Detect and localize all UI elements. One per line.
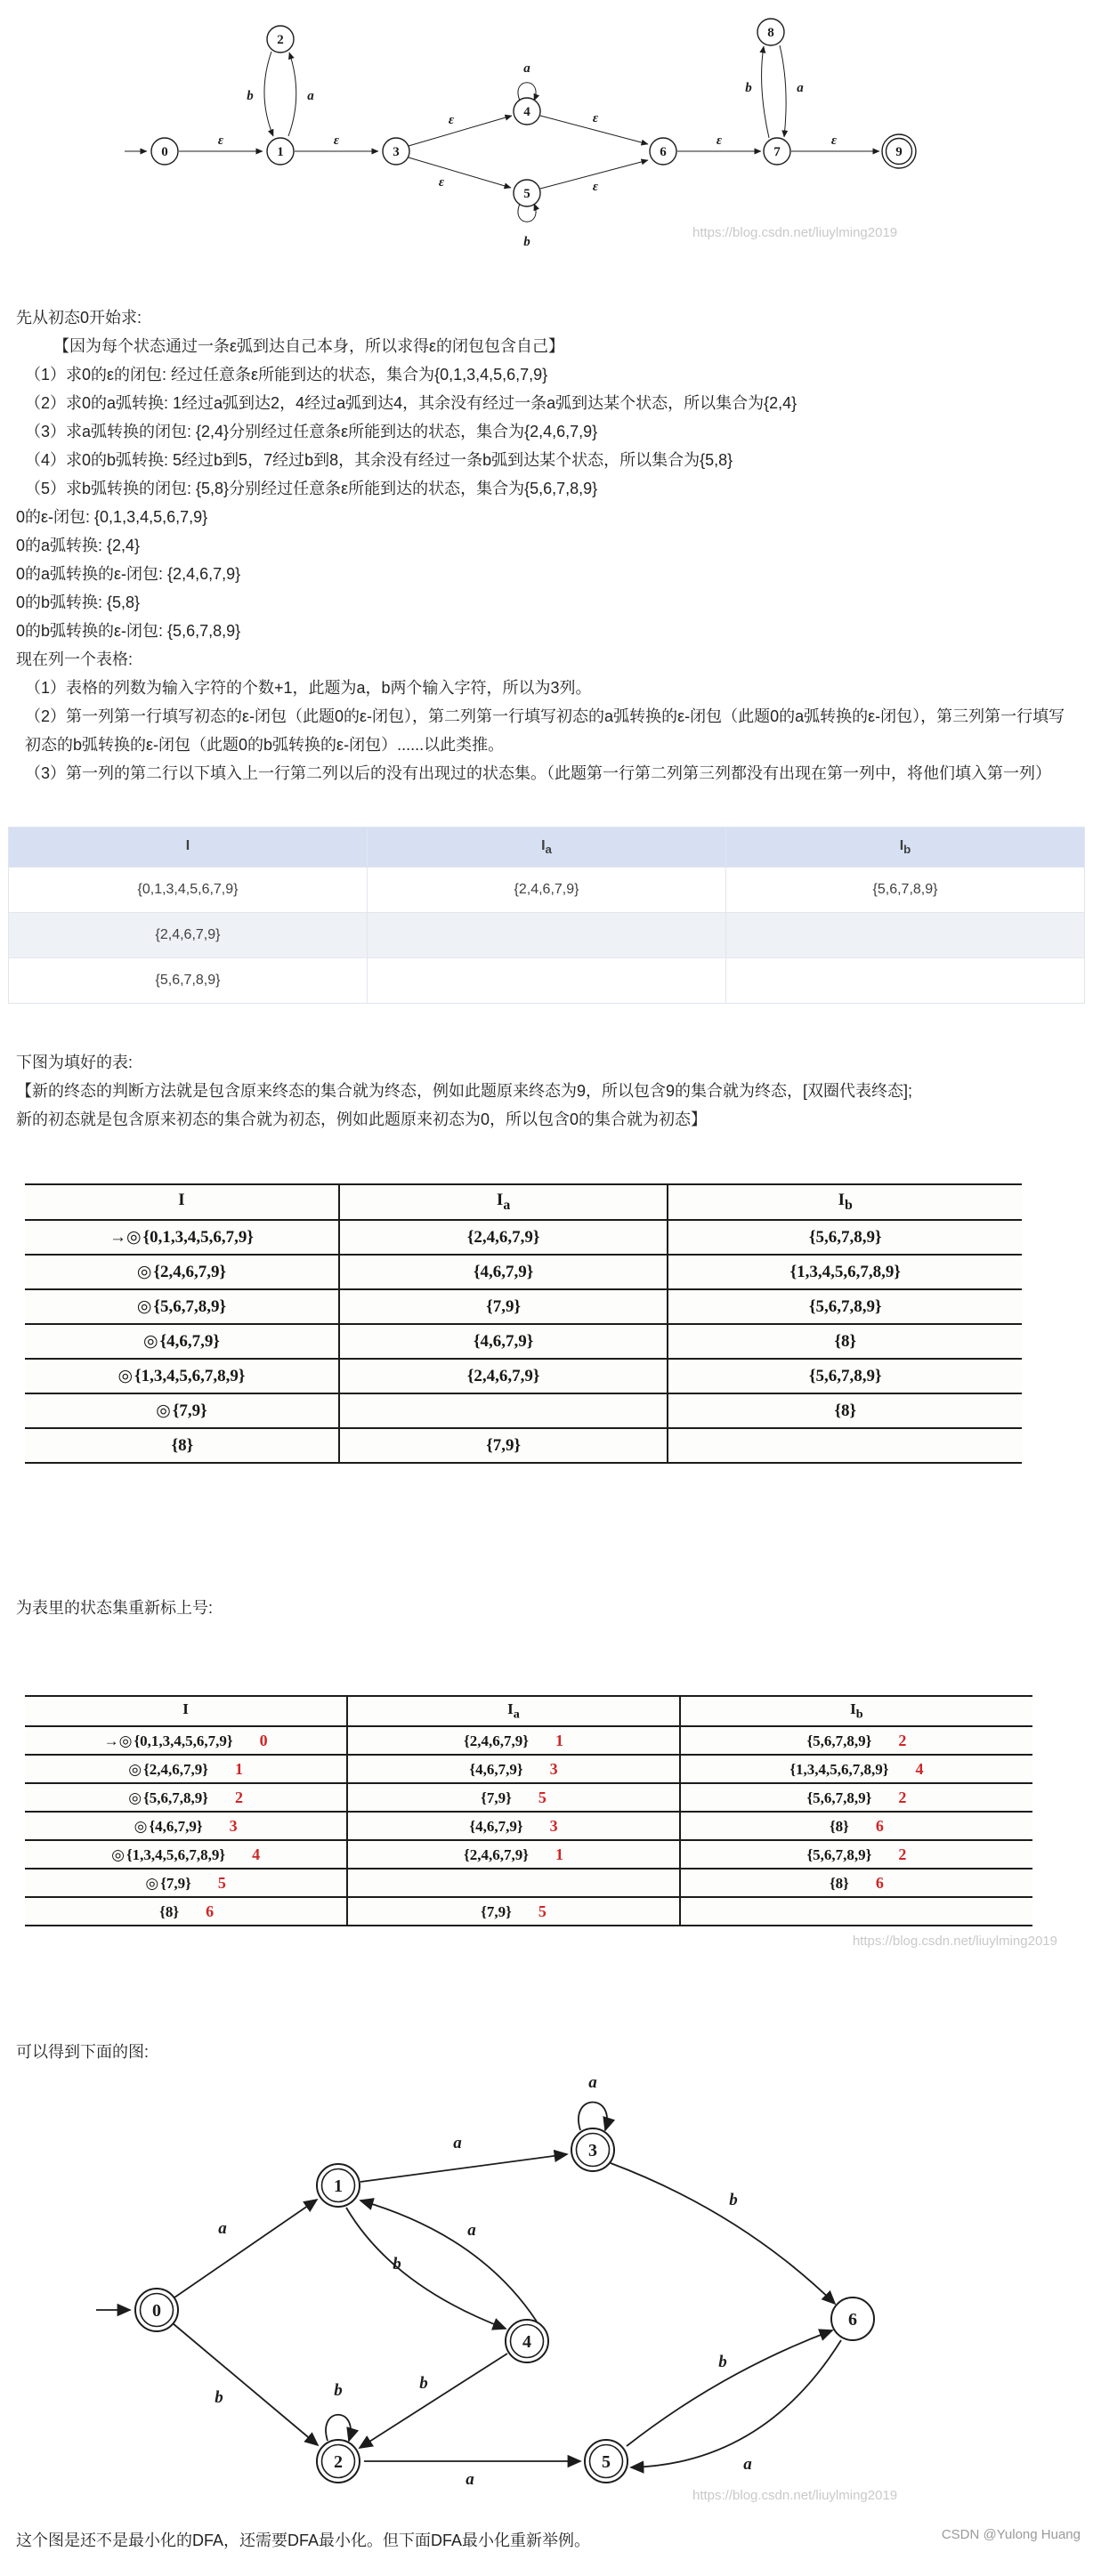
table-row [25,1289,1022,1324]
step-2: （2）求0的a弧转换: 1经过a弧到达2，4经过a弧到达4，其余没有经过一条a弧到达某个状态，所以集合为{2,4} [25,394,797,412]
table-row [25,1428,1022,1463]
dfa-label-5-6: b [718,2353,727,2371]
state-set: {8} [829,1817,849,1835]
table-row [9,913,1085,958]
start-accept-marker: →◎ [103,1732,133,1749]
nfa-label-1-3: ε [333,133,340,148]
state-set: {7,9} [481,1789,512,1806]
nfa-label-8-7: a [797,81,804,95]
caption: 为表里的状态集重新标上号: [16,1599,213,1617]
state-set: {4,6,7,9} [159,1332,220,1351]
cell: {5,6,7,8,9} [668,1359,1022,1393]
svg-text:2: 2 [277,33,284,47]
new-state-number: 3 [549,1759,558,1778]
state-set: {5,6,7,8,9} [806,1845,872,1863]
col-header-Ia: $I_a$ [347,1696,680,1726]
closure-explanation [0,303,1093,787]
watermark-url: https://blog.csdn.net/liuylming2019 [692,2488,898,2503]
new-state-number: 6 [875,1873,884,1892]
cell: {0,1,3,4,5,6,7,9} [9,868,368,913]
dfa-label-2-5: a [466,2470,474,2489]
new-state-number: 4 [252,1845,261,1863]
svg-text:7: 7 [773,145,781,159]
cell-state-set [25,1255,339,1289]
cell: {7,9} [339,1289,668,1324]
dfa-diagram [0,2071,1093,2521]
cell-state-set [25,1783,347,1812]
nfa-edge-2-1 [264,52,273,136]
paragraph: 现在列一个表格: [16,650,134,668]
new-state-number: 1 [555,1731,563,1749]
paragraph-note: 【因为每个状态通过一条ε弧到达自己本身，所以求得ε的闭包包含自己】 [53,337,565,355]
state-set: {1,3,4,5,6,7,8,9} [125,1845,226,1863]
watermark-url: https://blog.csdn.net/liuylming2019 [852,1934,1057,1949]
dfa-edge-0-1 [174,2200,317,2297]
cell [680,1755,1032,1783]
svg-text:1: 1 [334,2176,343,2196]
state-set: {8} [829,1874,849,1892]
renumber-caption-block [0,1594,1093,1622]
cell: {2,4,6,7,9} [9,913,368,958]
dfa-label-1-4: b [393,2255,401,2273]
nfa-state-4 [514,98,540,125]
cell: {4,6,7,9} [339,1324,668,1359]
dfa-label-6-5: a [743,2455,752,2474]
new-state-number: 2 [898,1788,907,1806]
table-row [9,958,1085,1004]
state-set: {7,9} [160,1874,191,1892]
dfa-edge-4-2 [360,2354,507,2448]
new-state-number: 2 [898,1845,907,1863]
new-state-number: 4 [915,1759,924,1778]
cell: {8} [668,1324,1022,1359]
cell-state-set [25,1755,347,1783]
new-state-number: 1 [234,1759,243,1778]
nfa-state-0 [151,138,178,165]
dfa-state-6 [831,2297,874,2340]
cell [347,1726,680,1755]
new-state-number: 6 [206,1902,215,1920]
outro-block [0,2526,1093,2555]
nfa-edge-1-2 [288,52,296,136]
note-line-1: 【新的终态的判断方法就是包含原来终态的集合就为终态，例如此题原来终态为9，所以包含9的集合就为终态，[双圈代表终态]; [16,1082,913,1100]
svg-text:6: 6 [660,145,667,159]
nfa-label-loop-5: b [523,235,530,249]
cell: {8} [668,1393,1022,1428]
state-set: {7,9} [172,1401,207,1420]
dfa-edge-5-6 [627,2330,832,2446]
dfa-edge-1-3 [360,2154,567,2182]
nfa-state-7 [764,138,790,165]
state-set: {4,6,7,9} [469,1760,523,1778]
col-header-Ib: $I_b$ [668,1184,1022,1220]
nfa-state-1 [267,138,294,165]
watermark-url: https://blog.csdn.net/liuylming2019 [692,225,898,240]
dfa-label-4-1: a [467,2221,476,2240]
dfa-label-3-6: b [729,2191,738,2209]
closure-line: 0的a弧转换的ε-闭包: {2,4,6,7,9} [16,565,241,583]
filled-table-scan [25,1183,1093,1464]
dfa-state-0-accepting [135,2289,178,2331]
svg-text:3: 3 [588,2141,597,2160]
cell [368,958,726,1004]
cell [347,1755,680,1783]
table-row [25,1255,1022,1289]
accept-marker: ◎ [111,1845,125,1863]
table-row [25,1393,1022,1428]
nfa-label-0-1: ε [217,133,224,148]
nfa-svg [0,0,1093,267]
state-set: {1,3,4,5,6,7,8,9} [789,1760,889,1778]
paragraph: 这个图是还不是最小化的DFA，还需要DFA最小化。但下面DFA最小化重新举例。 [16,2532,591,2549]
nfa-label-7-8: b [745,81,752,95]
closure-line: 0的b弧转换: {5,8} [16,594,141,611]
dfa-edge-0-2 [173,2323,318,2445]
step-1: （1）求0的ε的闭包: 经过任意条ε所能到达的状态，集合为{0,1,3,4,5,6,7,9} [25,366,548,384]
cell [680,1840,1032,1869]
new-state-number: 1 [555,1845,563,1863]
table-step-1: （1）表格的列数为输入字符的个数+1，此题为a，b两个输入字符，所以为3列。 [25,679,592,697]
cell: {7,9} [339,1428,668,1463]
nfa-label-3-5: ε [438,175,445,190]
cell-state-set [25,1324,339,1359]
closure-line: 0的ε-闭包: {0,1,3,4,5,6,7,9} [16,508,208,526]
cell: {4,6,7,9} [339,1255,668,1289]
cell [347,1783,680,1812]
col-header-I: I [25,1184,339,1220]
state-set: {4,6,7,9} [469,1817,523,1835]
cell [347,1812,680,1840]
cell: {2,4,6,7,9} [339,1359,668,1393]
accept-marker: ◎ [136,1297,152,1316]
cell: {5,6,7,8,9} [9,958,368,1004]
svg-text:4: 4 [523,105,530,119]
cell [368,913,726,958]
table-step-2: （2）第一列第一行填写初态的ε-闭包（此题0的ε-闭包），第二列第一行填写初态的a弧转换的ε-闭包（此题0的a弧转换的ε-闭包），第三列第一行填写初态的b弧转换的ε-闭包（此题0的b弧转换的ε-闭包）......以此类推。 [25,707,1065,754]
dfa-state-5-accepting [585,2440,627,2483]
dfa-state-3-accepting [571,2128,614,2171]
table-header-row [25,1184,1022,1220]
cell: {5,6,7,8,9} [668,1289,1022,1324]
nfa-edge-7-8 [762,46,769,138]
col-header-I: I [9,828,368,868]
svg-text:4: 4 [522,2332,531,2352]
col-header-Ia: $I_a$ [339,1184,668,1220]
cell-state-set [25,1220,339,1255]
caption: 下图为填好的表: [16,1054,134,1071]
table-row [25,1220,1022,1255]
dfa-label-1-3: a [453,2134,462,2152]
watermark-credit: CSDN @Yulong Huang [941,2527,1081,2542]
nfa-label-7-9: ε [830,133,838,148]
cell: {5,6,7,8,9} [726,868,1085,913]
table-row [25,1755,1032,1783]
state-set: {7,9} [481,1902,512,1920]
new-state-number: 5 [538,1788,546,1806]
svg-text:9: 9 [895,145,903,159]
accept-marker: ◎ [117,1367,134,1385]
cell [680,1726,1032,1755]
state-set: {8} [171,1435,194,1455]
col-header-Ib: $I_b$ [726,828,1085,868]
cell: {5,6,7,8,9} [668,1220,1022,1255]
renumbered-transition-table [25,1695,1032,1926]
cell [680,1783,1032,1812]
dfa-state-4-accepting [506,2320,548,2362]
cell: {2,4,6,7,9} [339,1220,668,1255]
state-set: {2,4,6,7,9} [153,1263,226,1281]
new-state-number: 3 [229,1816,238,1835]
table-step-3: （3）第一列的第二行以下填入上一行第二列以后的没有出现过的状态集。（此题第一行第二列第三列都没有出现在第一列中，将他们填入第一列） [25,764,1052,782]
nfa-label-3-4: ε [448,113,455,127]
step-5: （5）求b弧转换的闭包: {5,8}分别经过任意条ε所能到达的状态，集合为{5,6,7,8,9} [25,480,598,497]
cell: {1,3,4,5,6,7,8,9} [668,1255,1022,1289]
cell [726,913,1085,958]
filled-table-note [0,1048,1093,1134]
nfa-state-8 [757,19,784,45]
table-row [25,1324,1022,1359]
state-set: {8} [159,1902,180,1920]
svg-text:2: 2 [334,2452,343,2472]
accept-marker: ◎ [136,1263,152,1281]
closure-line: 0的b弧转换的ε-闭包: {5,6,7,8,9} [16,622,241,640]
svg-text:5: 5 [523,187,530,201]
filled-transition-table [25,1183,1022,1464]
cell [680,1869,1032,1897]
state-set: {5,6,7,8,9} [153,1297,226,1316]
dfa-label-loop-2: b [334,2381,343,2400]
svg-text:0: 0 [161,145,168,159]
step-4: （4）求0的b弧转换: 5经过b到5，7经过b到8，其余没有经过一条b弧到达某个状态，所以集合为{5,8} [25,451,733,469]
start-accept-marker: →◎ [109,1228,142,1247]
nfa-label-1-2: a [307,89,314,103]
state-set: {4,6,7,9} [149,1817,203,1835]
nfa-state-9-accepting [882,134,916,168]
nfa-state-5 [514,180,540,206]
state-set: {1,3,4,5,6,7,8,9} [134,1367,246,1385]
nfa-state-3 [383,138,409,165]
dfa-label-0-1: a [218,2219,227,2238]
nfa-label-2-1: b [247,89,254,103]
nfa-label-5-6: ε [592,180,599,194]
closure-line: 0的a弧转换: {2,4} [16,537,141,554]
table-row [25,1359,1022,1393]
state-set: {5,6,7,8,9} [806,1732,872,1749]
table-header-row [9,828,1085,868]
table-row [25,1726,1032,1755]
nfa-edge-3-4 [409,116,512,146]
dfa-label-4-2: b [419,2374,428,2393]
paragraph: 先从初态0开始求: [16,309,142,327]
cell [680,1812,1032,1840]
cell [347,1869,680,1897]
nfa-state-6 [650,138,676,165]
step-3: （3）求a弧转换的闭包: {2,4}分别经过任意条ε所能到达的状态，集合为{2,4,6,7,9} [25,423,598,440]
new-state-number: 2 [234,1788,243,1806]
nfa-state-2 [267,26,294,52]
table-row [25,1869,1032,1897]
nfa-label-4-6: ε [592,111,599,125]
nfa-label-6-7: ε [716,133,723,148]
nfa-label-loop-4: a [523,61,530,76]
new-state-number: 2 [898,1731,907,1749]
table-row [9,868,1085,913]
state-set: {2,4,6,7,9} [464,1732,529,1749]
svg-text:0: 0 [152,2301,161,2321]
accept-marker: ◎ [134,1817,148,1835]
table-row [25,1783,1032,1812]
dfa-state-2-accepting [317,2440,360,2483]
accept-marker: ◎ [156,1401,171,1420]
cell-state-set [25,1812,347,1840]
table-row [25,1840,1032,1869]
cell: {2,4,6,7,9} [368,868,726,913]
cell-state-set [25,1289,339,1324]
cell-state-set [25,1726,347,1755]
cell-state-set [25,1840,347,1869]
accept-marker: ◎ [142,1332,158,1351]
new-state-number: 5 [217,1873,226,1892]
table-row [25,1897,1032,1926]
new-state-number: 3 [549,1816,558,1835]
cell-state-set [25,1393,339,1428]
cell-state-set [25,1897,347,1926]
table-header-row [25,1696,1032,1726]
state-set: {5,6,7,8,9} [143,1789,208,1806]
state-set: {0,1,3,4,5,6,7,9} [134,1732,233,1749]
state-set: {2,4,6,7,9} [464,1845,529,1863]
cell [680,1897,1032,1926]
dfa-selfloop-2 [326,2415,351,2441]
col-header-Ia: $I_a$ [368,828,726,868]
svg-text:3: 3 [393,145,400,159]
caption: 可以得到下面的图: [16,2043,150,2061]
new-state-number: 0 [259,1731,268,1749]
dfa-edge-6-5 [631,2340,841,2467]
svg-text:1: 1 [277,145,284,159]
col-header-Ib: $I_b$ [680,1696,1032,1726]
cell-state-set [25,1869,347,1897]
cell-state-set [25,1359,339,1393]
svg-text:5: 5 [602,2452,611,2472]
new-state-number: 6 [875,1816,884,1835]
cell [347,1840,680,1869]
new-state-number: 5 [538,1902,546,1920]
renumbered-table-scan [25,1695,1093,1949]
cell-state-set [25,1428,339,1463]
svg-text:6: 6 [848,2310,857,2330]
note-line-2: 新的初态就是包含原来初态的集合就为初态，例如此题原来初态为0，所以包含0的集合就为初态】 [16,1110,708,1128]
result-caption-block [0,2038,1093,2066]
cell [347,1897,680,1926]
accept-marker: ◎ [128,1760,142,1778]
dfa-label-0-2: b [215,2388,223,2407]
dfa-state-1-accepting [317,2164,360,2207]
state-set: {5,6,7,8,9} [806,1789,872,1806]
dfa-selfloop-3 [579,2103,607,2131]
accept-marker: ◎ [145,1874,159,1892]
dfa-label-loop-3: a [588,2073,597,2092]
transition-table [8,827,1085,1004]
state-set: {0,1,3,4,5,6,7,9} [142,1228,254,1247]
col-header-I: I [25,1696,347,1726]
cell [726,958,1085,1004]
cell [668,1428,1022,1463]
dfa-svg [0,2071,1093,2516]
svg-text:8: 8 [767,26,774,40]
nfa-edge-8-7 [780,45,786,137]
accept-marker: ◎ [128,1789,142,1806]
nfa-diagram [0,0,1093,271]
nfa-edge-3-5 [409,157,511,188]
dfa-edge-3-6 [611,2163,835,2304]
state-set: {2,4,6,7,9} [143,1760,208,1778]
cell [339,1393,668,1428]
table-row [25,1812,1032,1840]
